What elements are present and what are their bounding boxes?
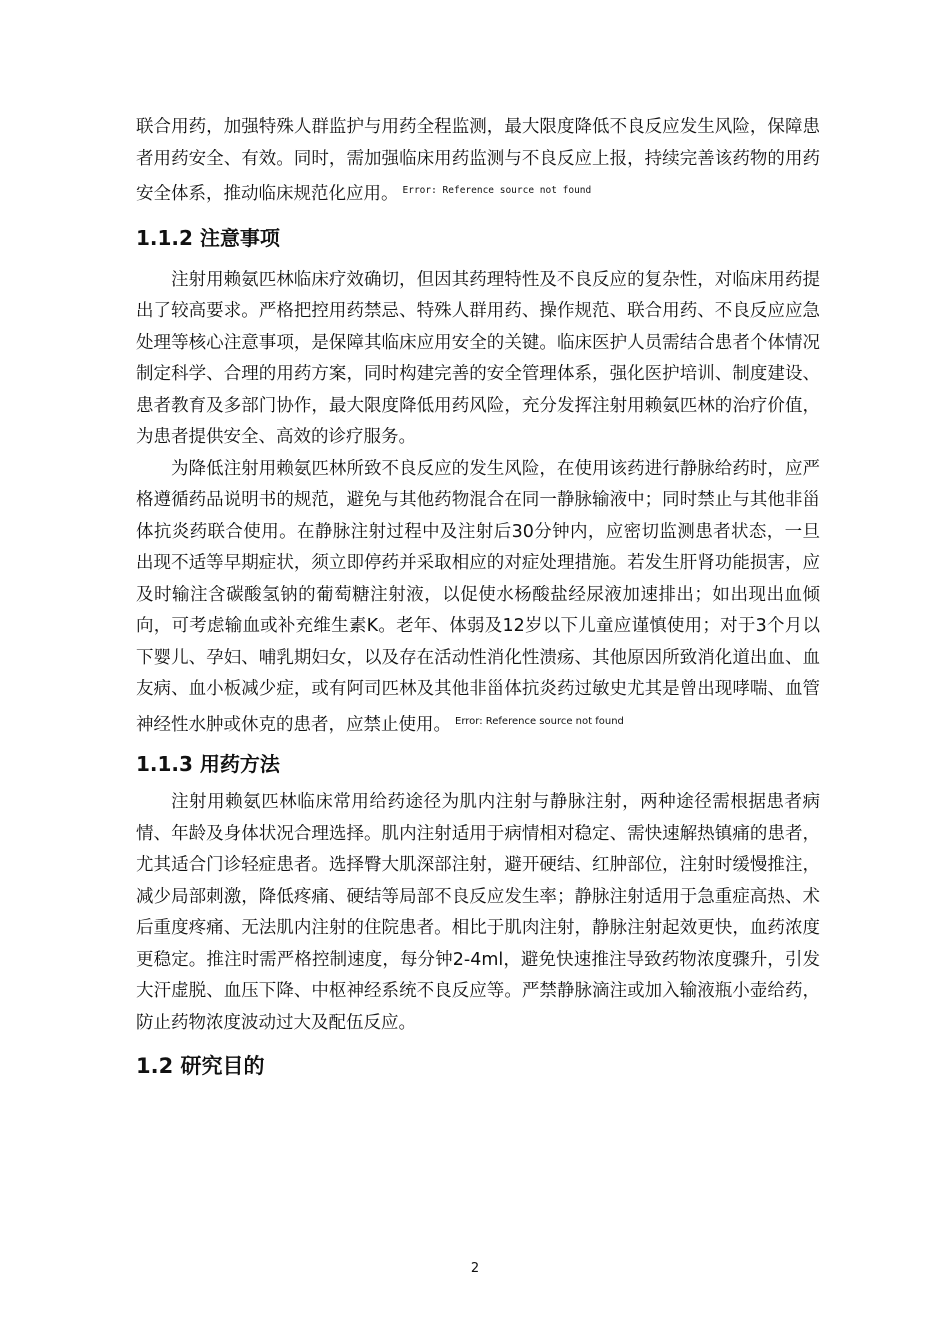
section-heading-1-1-3: 1.1.3 用药方法 — [136, 752, 280, 776]
section-heading-1-1-2: 1.1.2 注意事项 — [136, 225, 280, 250]
document-body — [136, 112, 820, 1081]
section-heading-1-2: 1.2 研究目的 — [136, 1054, 265, 1078]
reference-error-note: Error: Reference source not found — [455, 715, 624, 727]
paragraph-text: 为降低注射用赖氨匹林所致不良反应的发生风险，在使用该药进行静脉给药时，应严格遵循药品说明书的规范，避免与其他药物混合在同一静脉输液中；同时禁止与其他非甾体抗炎药联合使用。在静脉注射过程中及注射后30分钟内，应密切监测患者状态，一旦出现不适等早期症状，须立即停药并采取相应的对症处理措施。若发生肝肾功能损害，应及时输注含碳酸氢钠的葡萄糖注射液，以促使水杨酸盐经尿液加速排出；如出现出血倾向，可考虑输血或补充维生素K。老年、体弱及12岁以下儿童应谨慎使用；对于3个月以下婴儿、孕妇、哺乳期妇女，以及存在活动性消化性溃疡、其他原因所致消化道出血、血友病、血小板减少症，或有阿司匹林及其他非甾体抗炎药过敏史尤其是曾出现哮喘、血管神经性水肿或休克的患者，应禁止使用。 — [136, 458, 820, 735]
paragraph-precautions-intro: 注射用赖氨匹林临床疗效确切，但因其药理特性及不良反应的复杂性，对临床用药提出了较高要求。严格把控用药禁忌、特殊人群用药、操作规范、联合用药、不良反应应急处理等核心注意事项，是保障其临床应用安全的关键。临床医护人员需结合患者个体情况制定科学、合理的用药方案，同时构建完善的安全管理体系，强化医护培训、制度建设、患者教育及多部门协作，最大限度降低用药风险，充分发挥注射用赖氨匹林的治疗价值，为患者提供安全、高效的诊疗服务。 — [136, 269, 820, 447]
reference-error-note: Error: Reference source not found — [402, 185, 592, 196]
page-number: 2 — [470, 1261, 480, 1276]
paragraph-administration-method: 注射用赖氨匹林临床常用给药途径为肌内注射与静脉注射，两种途径需根据患者病情、年龄及身体状况合理选择。肌内注射适用于病情相对稳定、需快速解热镇痛的患者，尤其适合门诊轻症患者。选择臀大肌深部注射，避开硬结、红肿部位，注射时缓慢推注，减少局部刺激，降低疼痛、硬结等局部不良反应发生率；静脉注射适用于急重症高热、术后重度疼痛、无法肌内注射的住院患者。相比于肌肉注射，静脉注射起效更快，血药浓度更稳定。推注时需严格控制速度，每分钟2-4ml，避免快速推注导致药物浓度骤升，引发大汗虚脱、血压下降、中枢神经系统不良反应等。严禁静脉滴注或加入输液瓶小壶给药，防止药物浓度波动过大及配伍反应。 — [136, 792, 820, 1033]
paragraph-continuation — [136, 112, 820, 211]
paragraph-precautions-detail — [136, 454, 820, 742]
paragraph-text: 联合用药，加强特殊人群监护与用药全程监测，最大限度降低不良反应发生风险，保障患者用药安全、有效。同时，需加强临床用药监测与不良反应上报，持续完善该药物的用药安全体系，推动临床规范化应用。 — [136, 117, 820, 204]
